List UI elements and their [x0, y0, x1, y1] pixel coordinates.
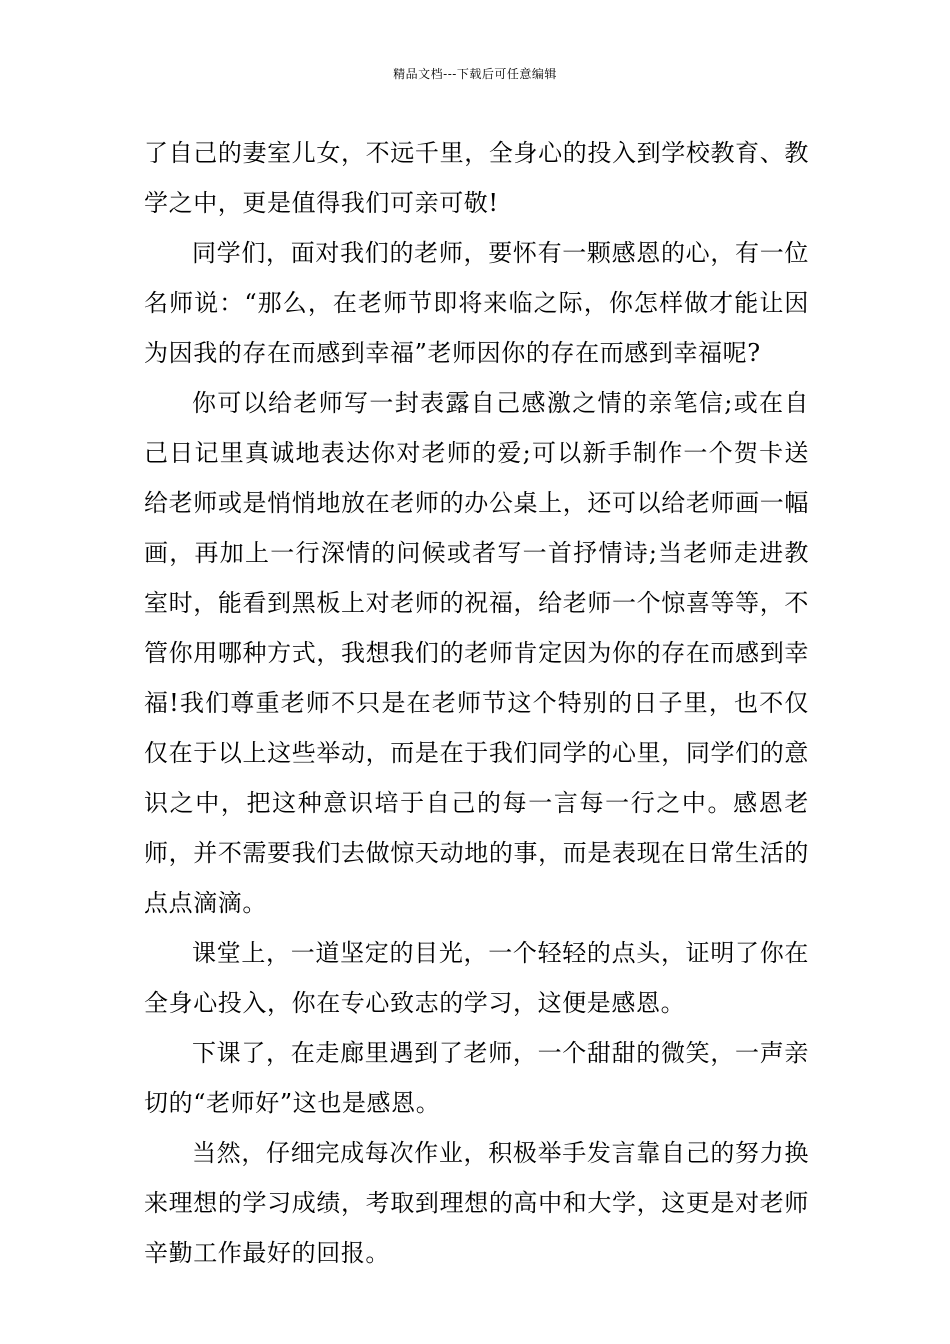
paragraph: 了自己的妻室儿女，不远千里，全身心的投入到学校教育、教学之中，更是值得我们可亲可敬! — [144, 139, 809, 217]
paragraph: 当然，仔细完成每次作业，积极举手发言靠自己的努力换来理想的学习成绩，考取到理想的高中和大学，这更是对老师辛勤工作最好的回报。 — [144, 1139, 809, 1267]
paragraph: 同学们，面对我们的老师，要怀有一颗感恩的心，有一位名师说：“那么，在老师节即将来临之际，你怎样做才能让因为因我的存在而感到幸福”老师因你的存在而感到幸福呢? — [144, 239, 809, 367]
paragraph: 课堂上，一道坚定的目光，一个轻轻的点头，证明了你在全身心投入，你在专心致志的学习，这便是感恩。 — [144, 939, 809, 1017]
document-body — [144, 128, 809, 1278]
paragraph: 下课了，在走廊里遇到了老师，一个甜甜的微笑，一声亲切的“老师好”这也是感恩。 — [144, 1039, 809, 1117]
page-header: 精品文档---下载后可任意编辑 — [393, 67, 557, 81]
paragraph: 你可以给老师写一封表露自己感激之情的亲笔信;或在自己日记里真诚地表达你对老师的爱;可以新手制作一个贺卡送给老师或是悄悄地放在老师的办公桌上，还可以给老师画一幅画，再加上一行深情的问候或者写一首抒情诗;当老师走进教室时，能看到黑板上对老师的祝福，给老师一个惊喜等等，不管你用哪种方式，我想我们的老师肯定因为你的存在而感到幸福!我们尊重老师不只是在老师节这个特别的日子里，也不仅仅在于以上这些举动，而是在于我们同学的心里，同学们的意识之中，把这种意识培于自己的每一言每一行之中。感恩老师，并不需要我们去做惊天动地的事，而是表现在日常生活的点点滴滴。 — [144, 389, 809, 917]
